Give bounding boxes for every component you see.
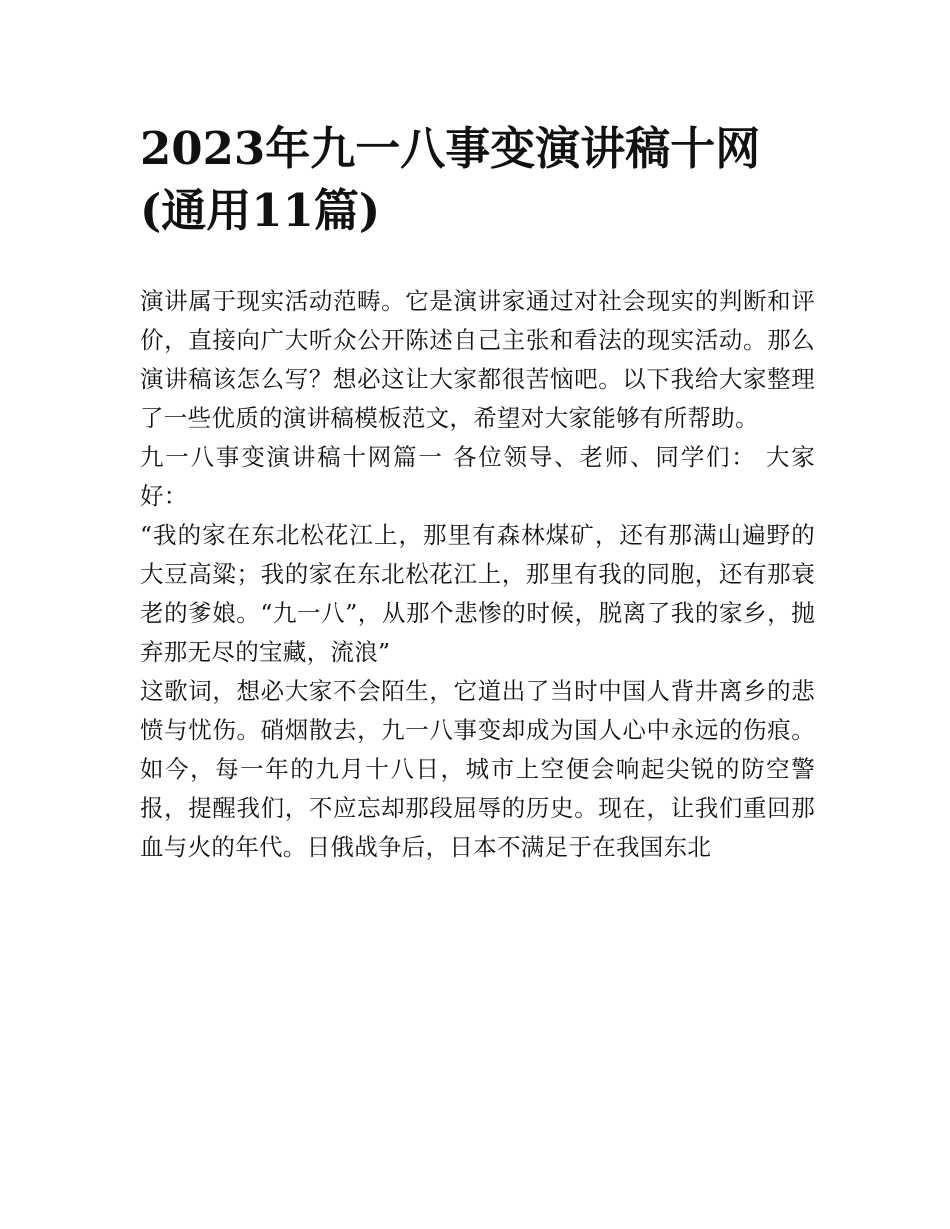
document-body	[140, 282, 815, 867]
paragraph-intro: 演讲属于现实活动范畴。它是演讲家通过对社会现实的判断和评价，直接向广大听众公开陈述自己主张和看法的现实活动。那么演讲稿该怎么写？想必这让大家都很苦恼吧。以下我给大家整理了一些优质的演讲稿模板范文，希望对大家能够有所帮助。	[140, 287, 815, 432]
paragraph-history: 这歌词，想必大家不会陌生，它道出了当时中国人背井离乡的悲愤与忧伤。硝烟散去，九一八事变却成为国人心中永远的伤痕。如今，每一年的九月十八日，城市上空便会响起尖锐的防空警报，提醒我们，不应忘却那段屈辱的历史。现在，让我们重回那血与火的年代。日俄战争后，日本不满足于在我国东北	[140, 677, 815, 861]
paragraph-greeting: 九一八事变演讲稿十网篇一 各位领导、老师、同学们： 大家好：	[140, 443, 815, 510]
document-title: 2023年九一八事变演讲稿十网(通用11篇)	[140, 122, 761, 237]
paragraph-lyrics: “我的家在东北松花江上，那里有森林煤矿，还有那满山遍野的大豆高粱；我的家在东北松花江上，那里有我的同胞，还有那衰老的爹娘。“九一八”，从那个悲惨的时候，脱离了我的家乡，抛弃那无尽的宝藏，流浪”	[140, 521, 815, 666]
